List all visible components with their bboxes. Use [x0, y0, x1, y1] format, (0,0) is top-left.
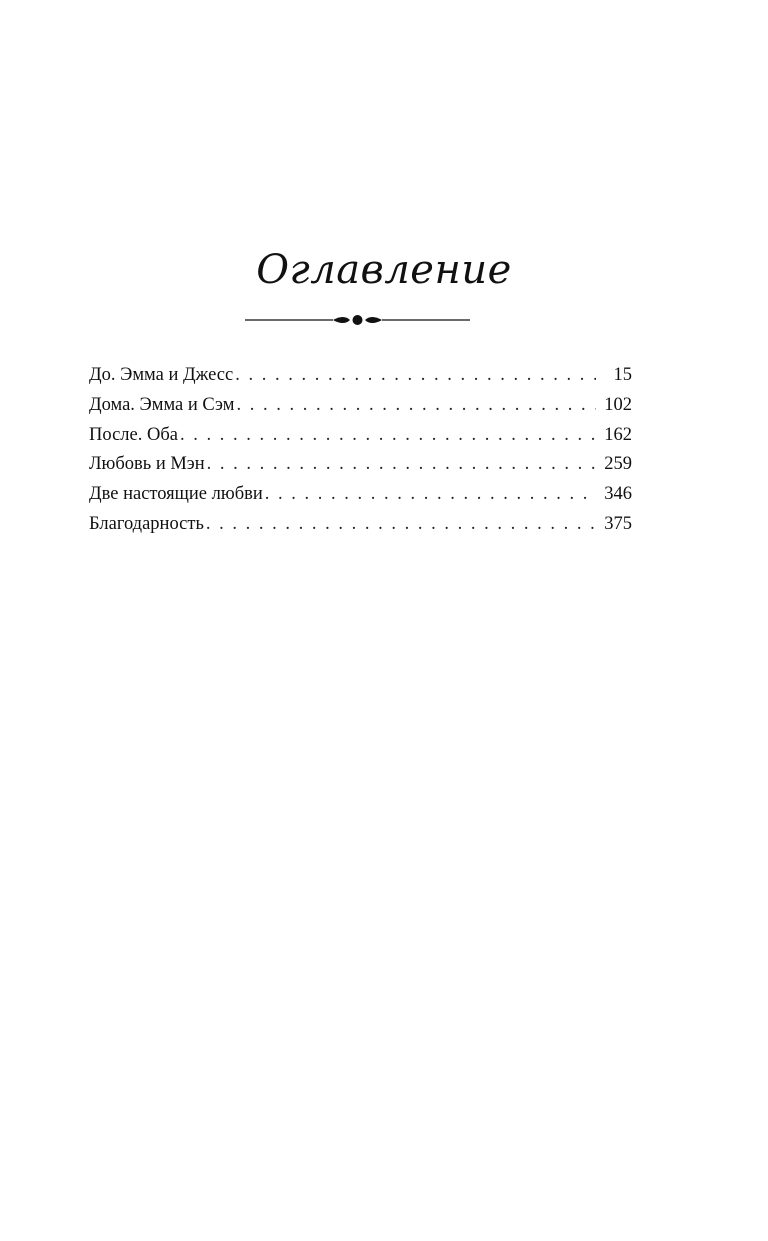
toc-entry-page: 259 — [604, 454, 632, 475]
toc-entry-page: 375 — [604, 513, 632, 534]
ornament-divider-icon — [245, 311, 470, 329]
toc-entry-page: 162 — [604, 424, 632, 445]
page-title: Оглавление — [256, 247, 512, 293]
toc-dot-leader — [265, 484, 596, 505]
toc-entry-title: После. Оба — [89, 424, 178, 445]
toc-entry-title: До. Эмма и Джесс — [89, 365, 234, 385]
toc-dot-leader — [235, 365, 596, 386]
toc-entry-page: 102 — [604, 394, 632, 415]
toc-entry — [89, 484, 632, 514]
toc-entry-page: 346 — [604, 484, 632, 505]
toc-dot-leader — [180, 425, 596, 446]
toc-entry-page: 15 — [613, 365, 632, 385]
table-of-contents — [89, 365, 632, 544]
toc-entry — [89, 514, 632, 544]
toc-entry — [89, 395, 632, 425]
toc-entry — [89, 454, 632, 484]
toc-dot-leader — [236, 395, 596, 416]
toc-entry-title: Любовь и Мэн — [89, 454, 205, 475]
toc-dot-leader — [207, 454, 596, 475]
toc-entry — [89, 365, 632, 395]
toc-entry-title: Благодарность — [89, 513, 204, 534]
toc-entry-title: Дома. Эмма и Сэм — [89, 394, 235, 415]
toc-dot-leader — [206, 514, 596, 535]
toc-entry — [89, 425, 632, 455]
toc-entry-title: Две настоящие любви — [89, 484, 263, 505]
